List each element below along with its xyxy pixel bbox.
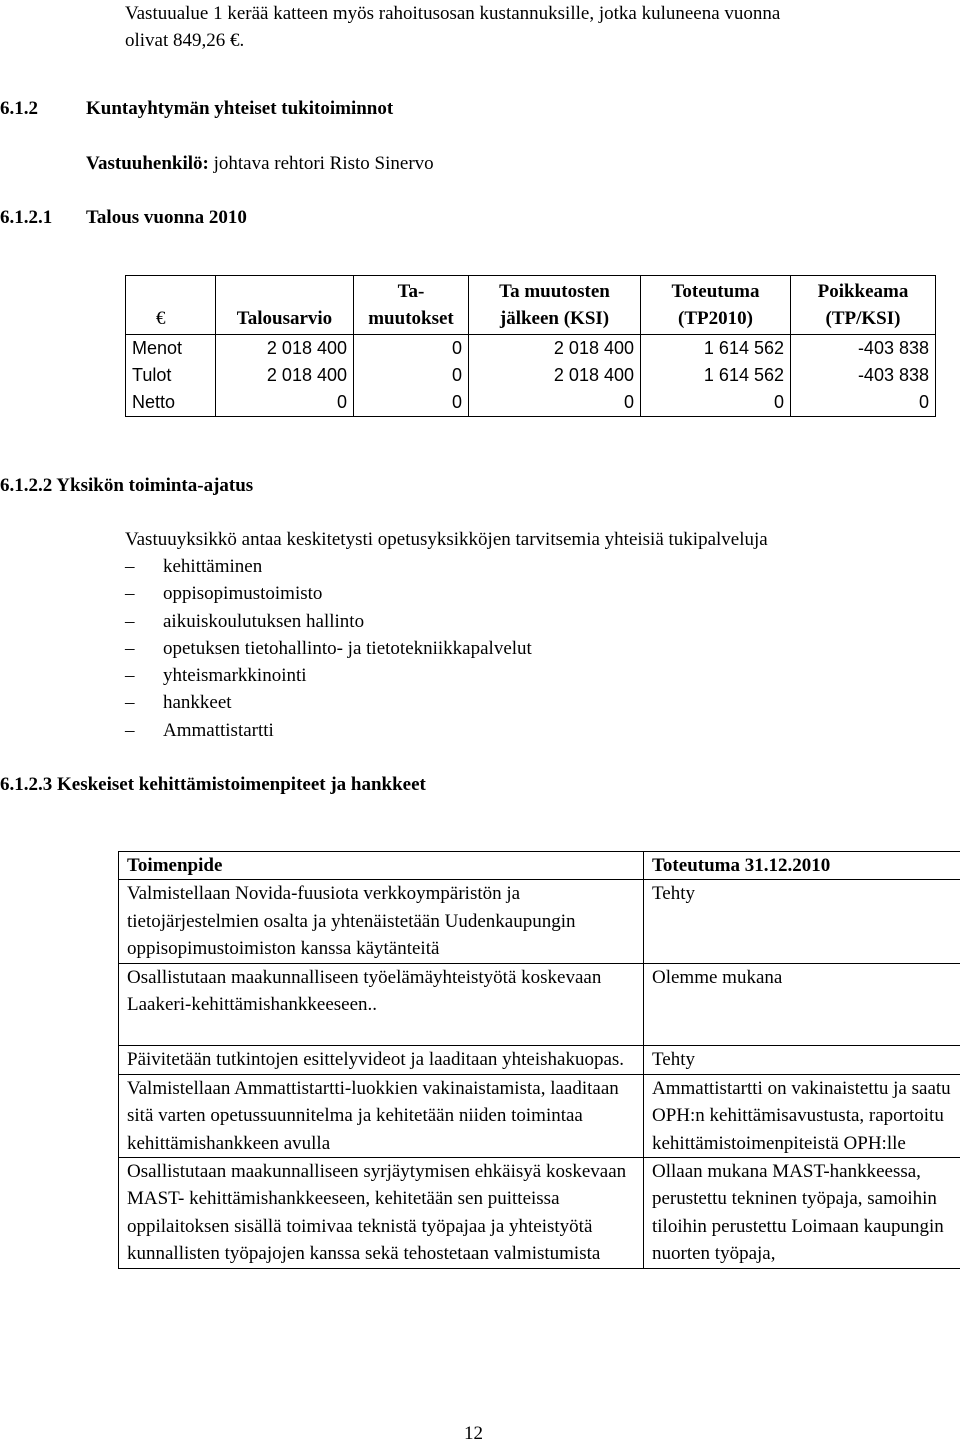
actual-cell: 1 614 562 (641, 335, 791, 363)
list-item-text: opetuksen tietohallinto- ja tietotekniikkapalvelut (163, 638, 532, 659)
responsible-label: Vastuuhenkilö: (86, 153, 209, 174)
section-number: 6.1.2 (0, 98, 38, 119)
responsible-value: johtava rehtori Risto Sinervo (214, 153, 434, 174)
actual-cell: 0 (641, 389, 791, 417)
measures-table (118, 851, 960, 1269)
sub2-text: Vastuuyksikkö antaa keskitetysti opetusyksikköjen tarvitsemia yhteisiä tukipalveluja (125, 526, 768, 553)
result-header: Toteutuma 31.12.2010 (644, 852, 960, 880)
list-item-text: Ammattistartti (163, 720, 274, 741)
deviation-cell: 0 (791, 389, 936, 417)
list-item (125, 689, 532, 716)
list-item-text: kehittäminen (163, 556, 262, 577)
table-row (119, 963, 960, 1046)
finance-table (125, 275, 936, 417)
changes-header-line-2: muutokset (360, 305, 462, 332)
measure-header: Toimenpide (119, 852, 644, 880)
result-cell: Tehty (644, 880, 960, 963)
table-row (126, 389, 936, 417)
result-cell: Ollaan mukana MAST-hankkeessa, perustettu tekninen työpaja, samoihin tiloihin perustettu Loimaan kaupungin nuorten työpaja, (644, 1158, 960, 1269)
table-row (126, 335, 936, 363)
row-label: Tulot (126, 362, 216, 389)
sub1-title: Talous vuonna 2010 (86, 204, 247, 231)
changes-header (354, 276, 469, 335)
finance-header-row (126, 276, 936, 335)
after-cell: 2 018 400 (469, 335, 641, 363)
measure-cell: Osallistutaan maakunnalliseen syrjäytymisen ehkäisyä koskevaan MAST- kehittämishankkeeseen, kehitetään sen puitteissa oppilaitoksen sisällä toimivaa teknistä työpajaa ja yhteistyötä kunnallisten työpajojen kanssa sekä tehostetaan valmistumista (119, 1158, 644, 1269)
result-cell: Ammattistartti on vakinaistettu ja saatu OPH:n kehittämisavustusta, raportoitu kehittämistoimenpiteistä OPH:lle (644, 1074, 960, 1157)
dash-bullet: – (125, 689, 135, 716)
list-item (125, 553, 532, 580)
list-item (125, 717, 532, 744)
changes-header-line-1: Ta- (360, 278, 462, 305)
budget-header: Talousarvio (216, 276, 354, 335)
measures-header-row (119, 852, 960, 880)
deviation-cell: -403 838 (791, 335, 936, 363)
after-cell: 0 (469, 389, 641, 417)
actual-cell: 1 614 562 (641, 362, 791, 389)
sub3-heading (0, 771, 426, 798)
list-item (125, 608, 532, 635)
changes-cell: 0 (354, 389, 469, 417)
dash-bullet: – (125, 662, 135, 689)
dev-header-line-1: Poikkeama (797, 278, 929, 305)
dash-bullet: – (125, 717, 135, 744)
changes-cell: 0 (354, 335, 469, 363)
page-number: 12 (464, 1420, 483, 1447)
measure-cell: Päivitetään tutkintojen esittelyvideot ja laaditaan yhteishakuopas. (119, 1046, 644, 1074)
deviation-cell: -403 838 (791, 362, 936, 389)
responsible-line (86, 150, 434, 177)
currency-header: € (126, 276, 216, 335)
measure-cell: Valmistellaan Novida-fuusiota verkkoympäristön ja tietojärjestelmien osalta ja yhtenäistetään Uudenkaupungin oppisopimustoimiston kanssa käytänteitä (119, 880, 644, 963)
dash-bullet: – (125, 608, 135, 635)
dash-bullet: – (125, 553, 135, 580)
list-item (125, 580, 532, 607)
table-row (119, 1158, 960, 1269)
dev-header-line-2: (TP/KSI) (797, 305, 929, 332)
measure-cell: Osallistutaan maakunnalliseen työelämäyhteistyötä koskevaan Laakeri-kehittämishankkeeseen.. (119, 963, 644, 1046)
changes-cell: 0 (354, 362, 469, 389)
result-cell: Olemme mukana (644, 963, 960, 1046)
sub1-number: 6.1.2.1 (0, 204, 52, 231)
list-item (125, 635, 532, 662)
list-item (125, 662, 532, 689)
dash-bullet: – (125, 580, 135, 607)
actual-header-line-2: (TP2010) (647, 305, 784, 332)
row-label: Netto (126, 389, 216, 417)
list-item-text: oppisopimustoimisto (163, 583, 322, 604)
after-cell: 2 018 400 (469, 362, 641, 389)
list-item-text: aikuiskoulutuksen hallinto (163, 611, 364, 632)
table-row (119, 1046, 960, 1074)
intro-paragraph (125, 0, 955, 54)
section-title: Kuntayhtymän yhteiset tukitoiminnot (86, 95, 393, 122)
dash-bullet: – (125, 635, 135, 662)
measure-cell: Valmistellaan Ammattistartti-luokkien vakinaistamista, laaditaan sitä varten opetussuunnitelma ja kehitetään niiden toimintaa kehittämishankkeen avulla (119, 1074, 644, 1157)
intro-line-1: Vastuualue 1 kerää katteen myös rahoitusosan kustannuksille, jotka kuluneena vuonna (125, 0, 955, 27)
sub2-title: Yksikön toiminta-ajatus (56, 475, 253, 496)
intro-line-2: olivat 849,26 €. (125, 27, 955, 54)
table-row (119, 880, 960, 963)
after-changes-header (469, 276, 641, 335)
task-list (125, 553, 532, 744)
actual-header-line-1: Toteutuma (647, 278, 784, 305)
list-item-text: hankkeet (163, 692, 232, 713)
sub2-heading (0, 472, 253, 499)
sub2-number: 6.1.2.2 (0, 475, 52, 496)
sub3-title: Keskeiset kehittämistoimenpiteet ja hankkeet (57, 774, 426, 795)
budget-cell: 0 (216, 389, 354, 417)
row-label: Menot (126, 335, 216, 363)
actual-header (641, 276, 791, 335)
table-row (119, 1074, 960, 1157)
list-item-text: yhteismarkkinointi (163, 665, 307, 686)
section-heading (0, 95, 38, 122)
after-header-line-2: jälkeen (KSI) (475, 305, 634, 332)
budget-cell: 2 018 400 (216, 362, 354, 389)
table-row (126, 362, 936, 389)
result-cell: Tehty (644, 1046, 960, 1074)
after-header-line-1: Ta muutosten (475, 278, 634, 305)
sub3-number: 6.1.2.3 (0, 774, 52, 795)
deviation-header (791, 276, 936, 335)
budget-cell: 2 018 400 (216, 335, 354, 363)
